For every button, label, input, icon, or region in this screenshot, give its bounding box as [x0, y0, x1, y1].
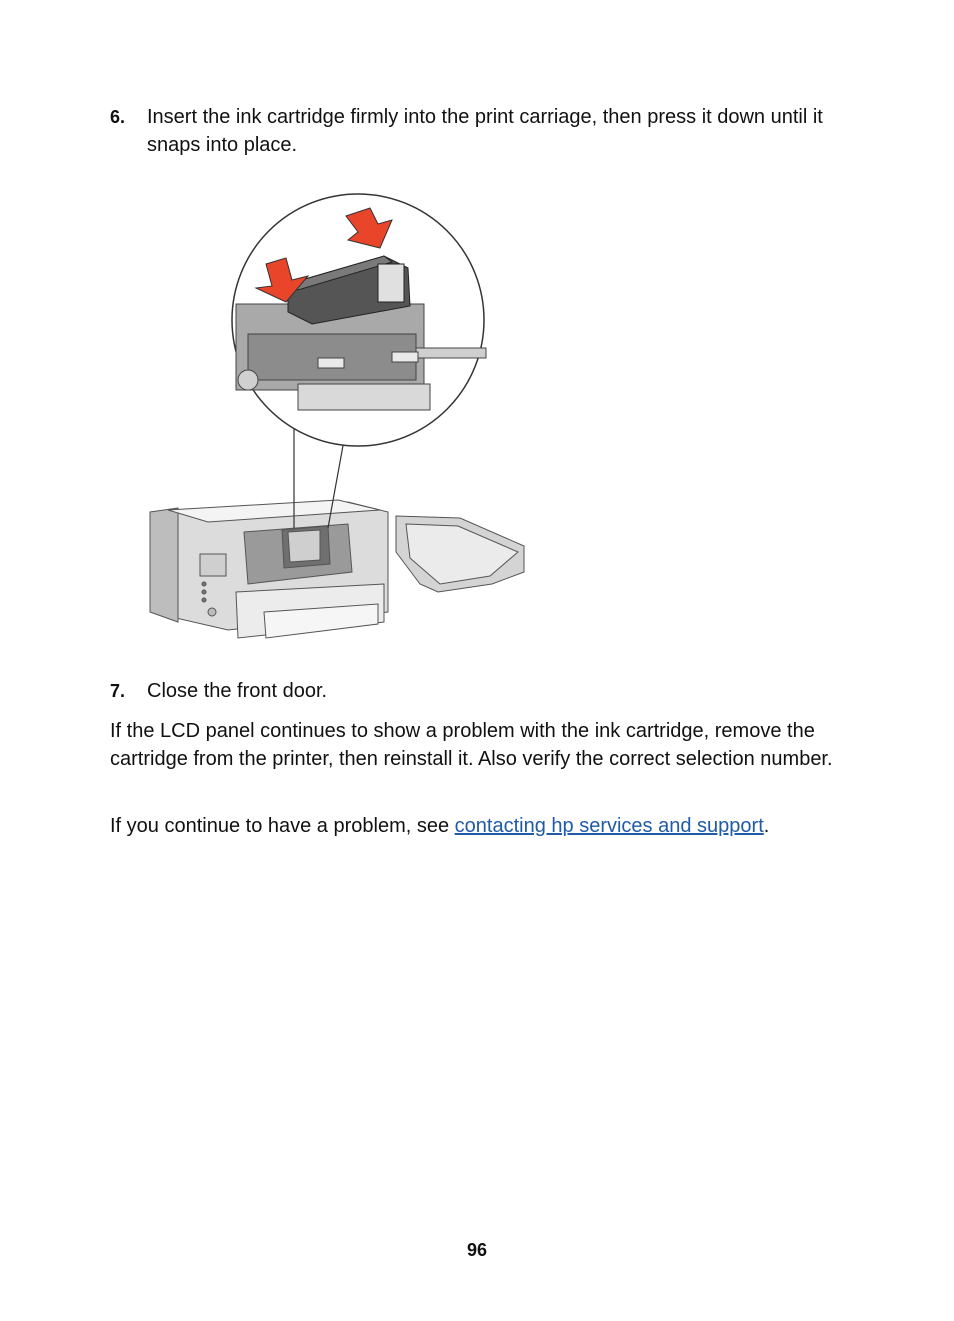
step-7 [110, 677, 840, 705]
printer-body [150, 500, 524, 638]
support-link[interactable]: contacting hp services and support [454, 815, 764, 837]
step-text: Insert the ink cartridge firmly into the print carriage, then press it down until it snaps into place. [147, 106, 823, 156]
support-prefix: If you continue to have a problem, see [110, 815, 455, 837]
step-6 [110, 103, 840, 159]
page-number: 96 [466, 1240, 488, 1260]
lcd-note-paragraph: If the LCD panel continues to show a problem with the ink cartridge, remove the cartridge from the printer, then reinstall it. Also verify the correct selection number. [110, 720, 833, 770]
step-number: 7. [110, 681, 126, 701]
support-suffix: . [763, 815, 770, 837]
support-paragraph [110, 812, 850, 840]
step-number: 6. [110, 107, 126, 127]
printer-illustration [148, 192, 528, 648]
step-text: Close the front door. [147, 680, 328, 702]
